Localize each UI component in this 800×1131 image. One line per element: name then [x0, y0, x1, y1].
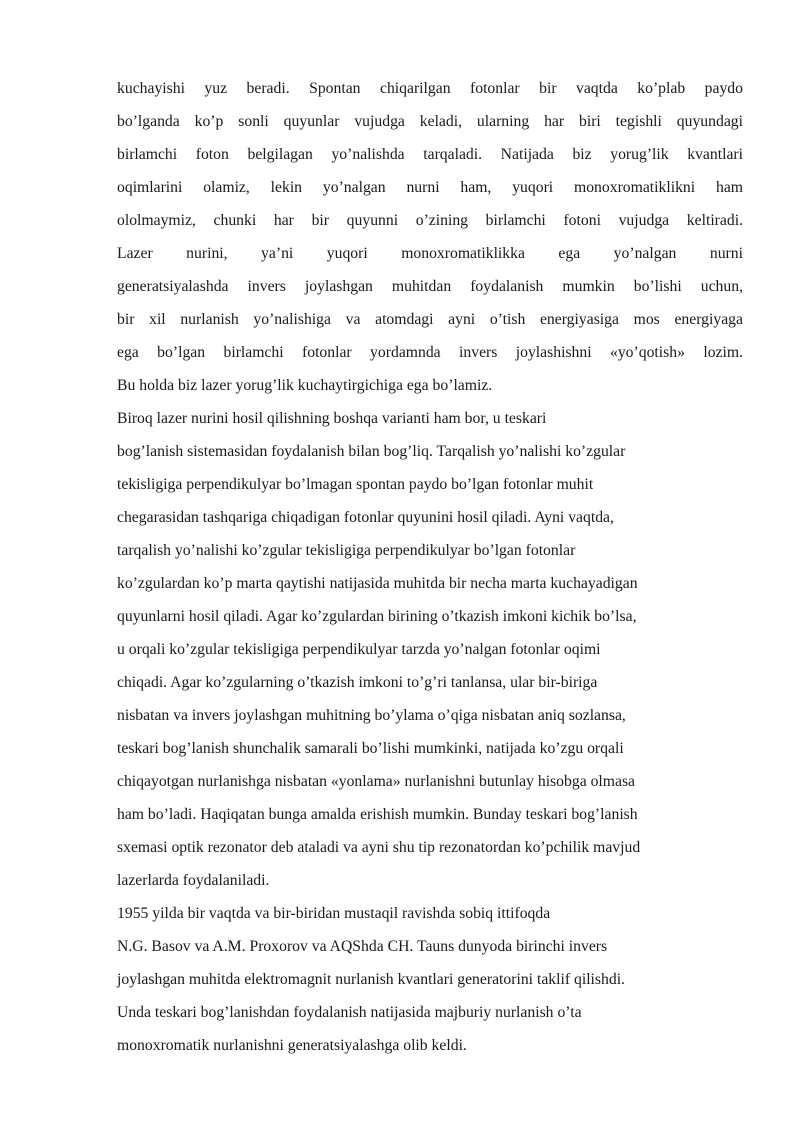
text-line: sxemasi optik rezonator deb ataladi va ayni shu tip rezonatordan ko’pchilik mavjud — [117, 839, 641, 856]
text-line: tekisligiga perpendikulyar bo’lmagan spontan paydo bo’lgan fotonlar muhit — [117, 476, 594, 493]
text-line: ko’zgulardan ko’p marta qaytishi natijasida muhitda bir necha marta kuchayadigan — [117, 575, 638, 592]
text-line: chiqadi. Agar ko’zgularning o’tkazish imkoni to’g’ri tanlansa, ular bir-biriga — [117, 674, 598, 691]
text-line: bog’lanish sistemasidan foydalanish bilan bog’liq. Tarqalish yo’nalishi ko’zgular — [117, 443, 626, 460]
text-line: teskari bog’lanish shunchalik samarali bo’lishi mumkinki, natijada ko’zgu orqali — [117, 740, 624, 757]
text-line: nisbatan va invers joylashgan muhitning bo’ylama o’qiga nisbatan aniq sozlansa, — [117, 707, 626, 724]
text-line: lazerlarda foydalaniladi. — [117, 872, 270, 889]
text-line: bo’lganda ko’p sonli quyunlar vujudga keladi, ularning har biri tegishli quyundagi — [117, 113, 743, 130]
text-line: Unda teskari bog’lanishdan foydalanish natijasida majburiy nurlanish o’ta — [117, 1004, 582, 1021]
text-line: tarqalish yo’nalishi ko’zgular tekisligiga perpendikulyar bo’lgan fotonlar — [117, 542, 576, 559]
text-line: u orqali ko’zgular tekisligiga perpendikulyar tarzda yo’nalgan fotonlar oqimi — [117, 641, 601, 658]
text-line: chegarasidan tashqariga chiqadigan fotonlar quyunini hosil qiladi. Ayni vaqtda, — [117, 509, 614, 526]
text-line: oqimlarini olamiz, lekin yo’nalgan nurni ham, yuqori monoxromatiklikni ham — [117, 179, 743, 196]
text-line: Biroq lazer nurini hosil qilishning boshqa varianti ham bor, u teskari — [117, 410, 547, 427]
text-line: monoxromatik nurlanishni generatsiyalashga olib keldi. — [117, 1037, 467, 1054]
text-line: birlamchi foton belgilagan yo’nalishda tarqaladi. Natijada biz yorug’lik kvantlari — [117, 146, 743, 163]
text-line: ololmaymiz, chunki har bir quyunni o’zining birlamchi fotoni vujudga keltiradi. — [117, 212, 743, 229]
text-line: bir xil nurlanish yo’nalishiga va atomdagi ayni o’tish energiyasiga mos energiyaga — [117, 311, 743, 328]
text-line: joylashgan muhitda elektromagnit nurlanish kvantlari generatorini taklif qilishdi. — [117, 971, 625, 988]
text-line: chiqayotgan nurlanishga nisbatan «yonlama» nurlanishni butunlay hisobga olmasa — [117, 773, 636, 790]
document-page — [117, 72, 743, 1062]
text-line: generatsiyalashda invers joylashgan muhitdan foydalanish mumkin bo’lishi uchun, — [117, 278, 743, 295]
text-line: Bu holda biz lazer yorug’lik kuchaytirgichiga ega bo’lamiz. — [117, 377, 493, 394]
text-line: ega bo’lgan birlamchi fotonlar yordamnda invers joylashishni «yo’qotish» lozim. — [117, 344, 743, 361]
text-line: kuchayishi yuz beradi. Spontan chiqarilgan fotonlar bir vaqtda ko’plab paydo — [117, 80, 743, 97]
text-line: Lazer nurini, ya’ni yuqori monoxromatiklikka ega yo’nalgan nurni — [117, 245, 743, 262]
text-line: 1955 yilda bir vaqtda va bir-biridan mustaqil ravishda sobiq ittifoqda — [117, 905, 551, 922]
text-line: ham bo’ladi. Haqiqatan bunga amalda erishish mumkin. Bunday teskari bog’lanish — [117, 806, 638, 823]
text-line: quyunlarni hosil qiladi. Agar ko’zgulardan birining o’tkazish imkoni kichik bo’lsa, — [117, 608, 637, 625]
text-line: N.G. Basov va A.M. Proxorov va AQShda CH. Tauns dunyoda birinchi invers — [117, 938, 608, 955]
